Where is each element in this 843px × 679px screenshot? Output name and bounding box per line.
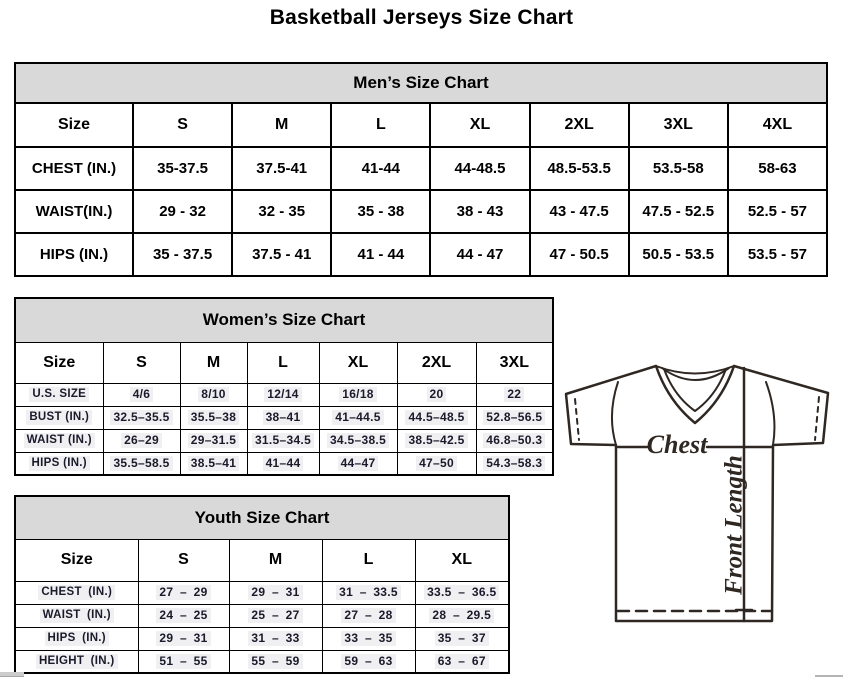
cell-text: 47–50	[416, 456, 457, 471]
value-cell: 47.5 - 52.5	[629, 190, 728, 233]
size-column-header: XL	[319, 342, 397, 383]
row-label: HIPS (IN.)	[15, 233, 133, 276]
cell-text: 29–31.5	[188, 433, 239, 448]
jersey-measurement-diagram	[550, 355, 843, 625]
value-cell	[180, 429, 247, 452]
value-cell	[103, 452, 180, 475]
cell-text: 31.5–34.5	[252, 433, 314, 448]
cell-text: CHEST (IN.)	[38, 585, 115, 600]
value-cell: 47 - 50.5	[530, 233, 629, 276]
size-column-header: S	[138, 539, 229, 581]
value-cell	[138, 581, 229, 604]
value-cell: 41 - 44	[331, 233, 430, 276]
value-cell: 35 - 38	[331, 190, 430, 233]
size-header-label: Size	[15, 342, 103, 383]
cell-text: 35 – 37	[435, 631, 489, 646]
cell-text: 4/6	[130, 387, 154, 402]
value-cell: 53.5 - 57	[728, 233, 827, 276]
value-cell	[476, 406, 553, 429]
value-cell	[229, 650, 322, 673]
value-cell	[319, 429, 397, 452]
cell-text: 33 – 35	[341, 631, 395, 646]
cell-text: 63 – 67	[435, 654, 489, 669]
right-cuff-stitch	[815, 397, 819, 440]
left-cuff-stitch	[575, 399, 579, 440]
table-title: Women’s Size Chart	[15, 298, 553, 342]
row-label: CHEST (IN.)	[15, 147, 133, 190]
row-label	[15, 627, 138, 650]
size-column-header: M	[232, 103, 331, 147]
cell-text: 44–47	[338, 456, 379, 471]
cell-text: 29 – 31	[156, 631, 210, 646]
cell-text: HIPS (IN.)	[29, 456, 90, 471]
value-cell	[103, 406, 180, 429]
cell-text: 33.5 – 36.5	[424, 585, 499, 600]
value-cell: 35-37.5	[133, 147, 232, 190]
value-cell: 50.5 - 53.5	[629, 233, 728, 276]
value-cell	[103, 383, 180, 406]
value-cell	[247, 383, 319, 406]
cell-text: 8/10	[198, 387, 229, 402]
size-column-header: 2XL	[530, 103, 629, 147]
row-label: WAIST(IN.)	[15, 190, 133, 233]
value-cell	[319, 452, 397, 475]
value-cell	[247, 429, 319, 452]
cell-text: 38.5–41	[188, 456, 239, 471]
value-cell: 44 - 47	[430, 233, 529, 276]
jersey-outline	[566, 366, 828, 621]
size-header-label: Size	[15, 539, 138, 581]
page-title: Basketball Jerseys Size Chart	[269, 6, 574, 29]
row-label	[15, 429, 103, 452]
cell-text: BUST (IN.)	[26, 410, 92, 425]
womens-size-table	[14, 297, 554, 476]
row-label	[15, 581, 138, 604]
value-cell: 38 - 43	[430, 190, 529, 233]
value-cell	[180, 383, 247, 406]
table-title: Youth Size Chart	[15, 496, 509, 539]
value-cell	[415, 604, 509, 627]
cell-text: 32.5–35.5	[110, 410, 172, 425]
value-cell: 41-44	[331, 147, 430, 190]
cell-text: 31 – 33	[248, 631, 302, 646]
value-cell	[180, 452, 247, 475]
value-cell	[415, 627, 509, 650]
value-cell	[476, 429, 553, 452]
table-title: Men’s Size Chart	[15, 63, 827, 103]
cell-text: 51 – 55	[156, 654, 210, 669]
value-cell	[322, 627, 415, 650]
cell-text: 24 – 25	[156, 608, 210, 623]
value-cell	[322, 604, 415, 627]
jersey-right-seam	[766, 382, 774, 445]
cell-text: 20	[427, 387, 447, 402]
value-cell	[397, 452, 476, 475]
cell-text: 22	[504, 387, 524, 402]
jersey-vneck-outer	[656, 366, 734, 423]
value-cell	[229, 581, 322, 604]
value-cell: 44-48.5	[430, 147, 529, 190]
size-column-header: 4XL	[728, 103, 827, 147]
cell-text: 31 – 33.5	[336, 585, 401, 600]
value-cell	[397, 406, 476, 429]
cell-text: 27 – 28	[341, 608, 395, 623]
cell-text: 29 – 31	[248, 585, 302, 600]
size-column-header: XL	[430, 103, 529, 147]
value-cell	[229, 627, 322, 650]
value-cell: 37.5 - 41	[232, 233, 331, 276]
cell-text: 41–44.5	[332, 410, 383, 425]
cell-text: 25 – 27	[248, 608, 302, 623]
size-column-header: S	[133, 103, 232, 147]
cell-text: 54.3–58.3	[483, 456, 545, 471]
value-cell	[322, 581, 415, 604]
jersey-diagram-svg	[550, 355, 843, 625]
size-column-header: S	[103, 342, 180, 383]
cell-text: 44.5–48.5	[405, 410, 467, 425]
row-label	[15, 604, 138, 627]
value-cell	[397, 429, 476, 452]
cell-text: 27 – 29	[156, 585, 210, 600]
size-column-header: L	[247, 342, 319, 383]
value-cell	[319, 383, 397, 406]
size-column-header: 3XL	[629, 103, 728, 147]
size-column-header: L	[322, 539, 415, 581]
cell-text: 41–44	[263, 456, 304, 471]
size-column-header: M	[180, 342, 247, 383]
value-cell: 58-63	[728, 147, 827, 190]
value-cell: 52.5 - 57	[728, 190, 827, 233]
value-cell	[319, 406, 397, 429]
cell-text: 35.5–38	[188, 410, 239, 425]
value-cell	[415, 581, 509, 604]
value-cell	[180, 406, 247, 429]
size-column-header: M	[229, 539, 322, 581]
cell-text: 38.5–42.5	[405, 433, 467, 448]
cell-text: 26–29	[121, 433, 162, 448]
size-column-header: 2XL	[397, 342, 476, 383]
cell-text: HEIGHT (IN.)	[36, 654, 118, 669]
value-cell: 35 - 37.5	[133, 233, 232, 276]
cell-text: 34.5–38.5	[327, 433, 389, 448]
value-cell	[476, 452, 553, 475]
cell-text: 52.8–56.5	[483, 410, 545, 425]
size-column-header: L	[331, 103, 430, 147]
mens-size-table	[14, 62, 828, 277]
size-column-header: XL	[415, 539, 509, 581]
size-column-header: 3XL	[476, 342, 553, 383]
row-label	[15, 406, 103, 429]
value-cell	[322, 650, 415, 673]
cell-text: 28 – 29.5	[429, 608, 494, 623]
horizontal-scrollbar-thumb[interactable]	[0, 672, 24, 677]
value-cell	[229, 604, 322, 627]
value-cell	[138, 604, 229, 627]
cell-text: WAIST (IN.)	[24, 433, 95, 448]
jersey-left-seam	[612, 382, 618, 445]
value-cell: 48.5-53.5	[530, 147, 629, 190]
cell-text: 12/14	[264, 387, 302, 402]
value-cell	[138, 650, 229, 673]
horizontal-scrollbar-fragment[interactable]	[815, 675, 843, 677]
chest-measure-label: Chest	[646, 429, 708, 459]
value-cell	[247, 452, 319, 475]
value-cell	[247, 406, 319, 429]
row-label	[15, 383, 103, 406]
row-label	[15, 650, 138, 673]
value-cell: 29 - 32	[133, 190, 232, 233]
value-cell	[397, 383, 476, 406]
front-length-measure-label: Front Length	[720, 455, 748, 595]
cell-text: 59 – 63	[341, 654, 395, 669]
value-cell: 53.5-58	[629, 147, 728, 190]
value-cell	[476, 383, 553, 406]
value-cell: 32 - 35	[232, 190, 331, 233]
youth-size-table	[14, 495, 510, 674]
cell-text: 16/18	[339, 387, 377, 402]
size-header-label: Size	[15, 103, 133, 147]
value-cell	[415, 650, 509, 673]
value-cell	[103, 429, 180, 452]
cell-text: 35.5–58.5	[110, 456, 172, 471]
cell-text: U.S. SIZE	[29, 387, 89, 402]
cell-text: 38–41	[263, 410, 304, 425]
cell-text: 55 – 59	[248, 654, 302, 669]
cell-text: WAIST (IN.)	[40, 608, 114, 623]
value-cell: 37.5-41	[232, 147, 331, 190]
cell-text: HIPS (IN.)	[45, 631, 109, 646]
cell-text: 46.8–50.3	[483, 433, 545, 448]
value-cell: 43 - 47.5	[530, 190, 629, 233]
value-cell	[138, 627, 229, 650]
row-label	[15, 452, 103, 475]
